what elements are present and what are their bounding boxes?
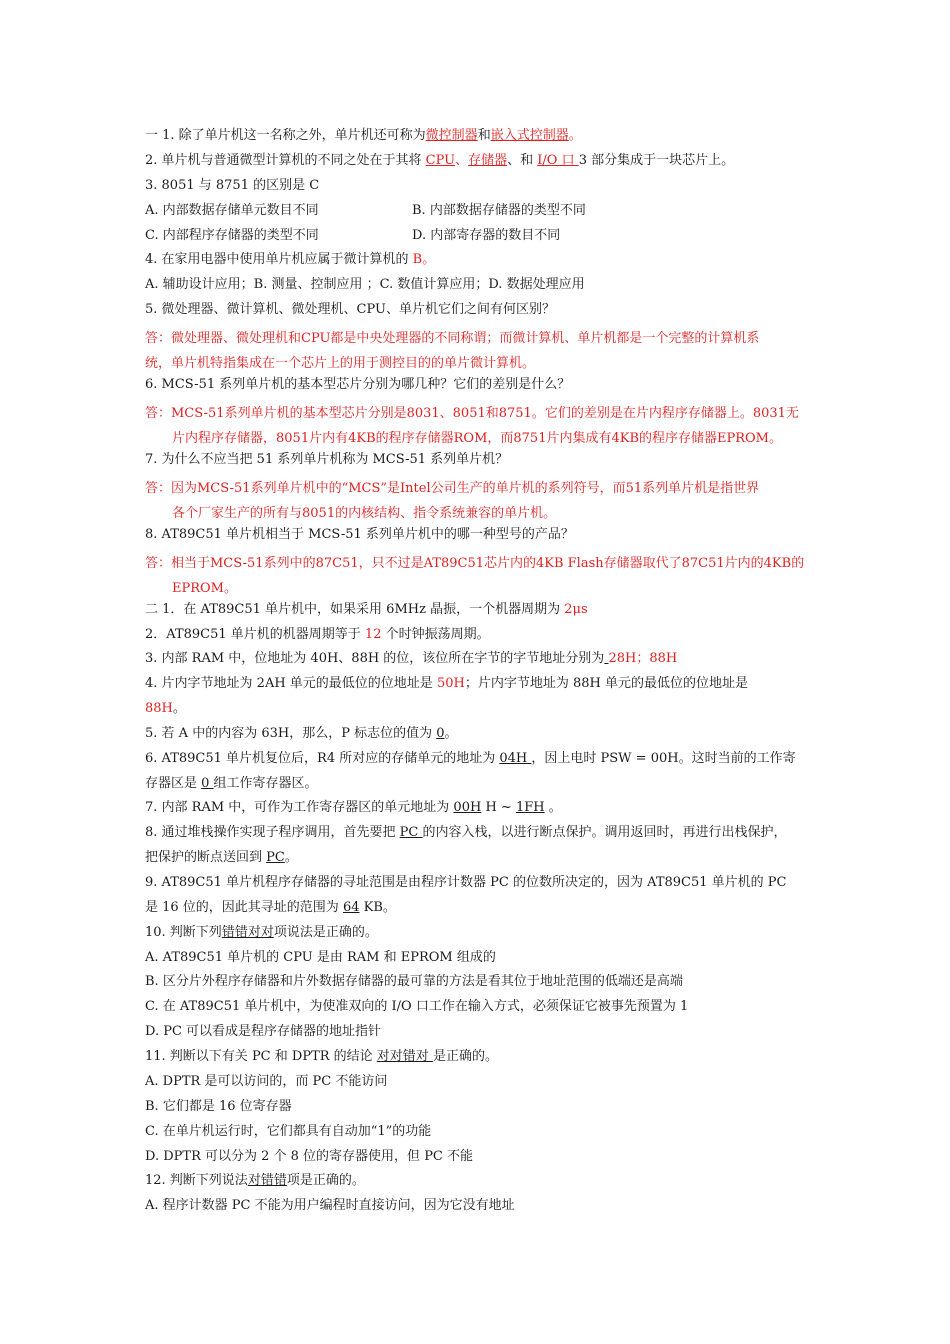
text-segment: 3. 内部 RAM 中，位地址为 40H、88H 的位，该位所在字节的字节地址分别为 [145,651,605,666]
text-segment: A. 辅助设计应用；B. 测量、控制应用 ；C. 数值计算应用；D. 数据处理应用 [145,277,585,292]
answer-text: 各个厂家生产的所有与8051的内核结构、指令系统兼容的单片机。 [172,506,557,521]
text-line [145,602,588,618]
answer-text: 28H；88H [608,651,678,666]
answer-text: 答：MCS-51系列单片机的基本型芯片分别是8031、8051和8751。它们的差别是在片内程序存储器上。8031无 [145,406,799,421]
text-line [145,277,585,293]
text-line [145,776,318,792]
text-line [145,1074,387,1090]
text-segment: KB。 [359,900,396,915]
text-segment: C. 在单片机运行时，它们都具有自动加“1”的功能 [145,1124,432,1139]
text-line [145,1173,365,1189]
text-segment: A. AT89C51 单片机的 CPU 是由 RAM 和 EPROM 组成的 [145,950,496,965]
text-segment: 12. 判断下列说法 [145,1173,248,1188]
answer-text: 答：因为MCS-51系列单片机中的“MCS”是Intel公司生产的单片机的系列符号，而51系列单片机是指世界 [145,481,760,496]
answer-text: 12 [364,627,382,642]
text-line [145,800,562,816]
answer-text: B。 [412,252,436,267]
text-segment: B. 它们都是 16 位寄存器 [145,1099,292,1114]
text-line [145,701,186,717]
text-segment: 存器区是 [145,776,202,791]
text-segment: C. 内部程序存储器的类型不同 [145,228,319,243]
text-line [145,651,677,667]
underlined-text: 0 [201,776,214,791]
text-segment: 项是正确的。 [286,1173,365,1188]
text-segment: 个时钟振荡周期。 [381,627,490,642]
underlined-text: 错错对对 [221,925,274,940]
answer-text: 、 [455,153,469,168]
text-segment: 6. AT89C51 单片机复位后，R4 所对应的存储单元的地址为 [145,751,500,766]
text-segment: 。 [284,850,298,865]
text-line [145,726,458,742]
answer-text: 50H [436,676,465,691]
text-segment: 10. 判断下列 [145,925,222,940]
underlined-text: 1FH [515,800,545,815]
text-line [145,481,759,497]
text-line [145,1149,473,1165]
option-column-2 [412,203,586,219]
text-segment: B. 区分片外程序存储器和片外数据存储器的最可靠的方法是看其位于地址范围的低端还是高端 [145,974,683,989]
text-segment: 把保护的断点送回到 [145,850,267,865]
text-line [145,875,786,891]
text-line [172,506,556,522]
text-segment: 4. 片内字节地址为 2AH 单元的最低位的位地址是 [145,676,437,691]
text-segment: ，因上电时 PSW = 00H。这时当前的工作寄 [531,751,796,766]
text-line [145,452,508,468]
text-line [145,1049,498,1065]
text-segment: 6. MCS-51 系列单片机的基本型芯片分别为哪几种？它们的差别是什么？ [145,377,571,392]
text-line [145,128,582,144]
answer-text: 统，单片机特指集成在一个芯片上的用于测控目的的单片微计算机。 [145,356,536,371]
text-segment: 2．AT89C51 单片机的机器周期等于 [145,627,365,642]
text-line [145,850,298,866]
answer-text: 2μs [564,602,588,617]
text-line [145,627,490,643]
text-line [145,252,435,268]
text-line [172,431,782,447]
text-line [145,203,586,219]
text-line [145,900,396,916]
text-segment: 5. 微处理器、微计算机、微处理机、CPU、单片机它们之间有何区别？ [145,302,555,317]
text-segment: 是 16 位的，因此其寻址的范围为 [145,900,343,915]
underlined-text: 0 [436,726,445,741]
underlined-text: PC [266,850,285,865]
text-line [145,153,734,169]
text-segment: 5. 若 A 中的内容为 63H，那么，P 标志位的值为 [145,726,437,741]
text-segment: D. PC 可以看成是程序存储器的地址指针 [145,1024,382,1039]
answer-text: 88H [145,701,173,716]
text-line [145,228,561,244]
text-segment: 11. 判断以下有关 PC 和 DPTR 的结论 [145,1049,377,1064]
underlined-text: 64 [342,900,360,915]
answer-text: 。 [568,128,582,143]
answer-text: 存储器 [468,153,508,168]
underlined-text: 对对错对 [376,1049,433,1064]
text-segment: 8. 通过堆栈操作实现子程序调用，首先要把 [145,825,400,840]
underlined-text: 00H [453,800,482,815]
text-segment: 、和 [507,153,538,168]
text-segment: 7. 内部 RAM 中，可作为工作寄存器区的单元地址为 [145,800,454,815]
text-line [145,1198,515,1214]
text-line [145,556,804,572]
answer-text: 微控制器 [425,128,478,143]
text-segment: 3 部分集成于一块芯片上。 [578,153,735,168]
text-segment: 和 [477,128,491,143]
answer-text: 答：微处理器、微处理机和CPU都是中央处理器的不同称谓；而微计算机、单片机都是一个完整的计算机系 [145,331,760,346]
text-segment: 4. 在家用电器中使用单片机应属于微计算机的 [145,252,413,267]
text-segment: B. 内部数据存储器的类型不同 [412,203,586,218]
text-segment: 。 [444,726,458,741]
answer-text: 片内程序存储器，8051片内有4KB的程序存储器ROM，而8751片内集成有4KB的程序存储器EPROM。 [172,431,782,446]
text-segment: 二 1．在 AT89C51 单片机中，如果采用 6MHz 晶振，一个机器周期为 [145,602,565,617]
text-segment: D. DPTR 可以分为 2 个 8 位的寄存器使用，但 PC 不能 [145,1149,474,1164]
text-segment: H ~ [481,800,516,815]
text-segment: C. 在 AT89C51 单片机中，为使准双向的 I/O 口工作在输入方式，必须保证它被事先预置为 1 [145,999,689,1014]
text-line [145,1099,292,1115]
text-segment: 。 [544,800,562,815]
text-line [145,1124,431,1140]
answer-text: CPU [425,153,456,168]
text-line [145,751,796,767]
text-segment: 9. AT89C51 单片机程序存储器的寻址范围是由程序计数器 PC 的位数所决定的，因为 AT89C51 单片机的 PC [145,875,787,890]
text-line [172,581,237,597]
text-segment: 。 [172,701,186,716]
text-line [145,302,555,318]
answer-text: I/O 口 [537,153,579,168]
option-column-2 [412,228,560,244]
text-segment: 8. AT89C51 单片机相当于 MCS-51 系列单片机中的哪一种型号的产品？ [145,527,574,542]
text-segment: 一 1. 除了单片机这一名称之外，单片机还可称为 [145,128,426,143]
text-line [145,999,688,1015]
text-segment: A. DPTR 是可以访问的，而 PC 不能访问 [145,1074,388,1089]
text-line [145,825,787,841]
text-segment: 的内容入栈，以进行断点保护。调用返回时，再进行出栈保护， [422,825,787,840]
text-segment: ；片内字节地址为 88H 单元的最低位的位地址是 [464,676,748,691]
text-line [145,676,748,692]
underlined-text: 04H [499,751,532,766]
text-line [145,1024,381,1040]
answer-text: 嵌入式控制器 [490,128,569,143]
answer-text: EPROM。 [172,581,237,596]
text-line [145,178,319,194]
text-line [145,406,799,422]
text-line [145,974,683,990]
text-segment: 2. 单片机与普通微型计算机的不同之处在于其将 [145,153,426,168]
answer-text: 答：相当于MCS-51系列中的87C51，只不过是AT89C51芯片内的4KB Flash存储器取代了87C51片内的4KB的 [145,556,805,571]
text-segment: 项说法是正确的。 [273,925,378,940]
text-line [145,377,570,393]
underlined-text: 对错错 [247,1173,287,1188]
text-segment: 3. 8051 与 8751 的区别是 C [145,178,320,193]
text-line [145,925,378,941]
text-segment: A. 程序计数器 PC 不能为用户编程时直接访问，因为它没有地址 [145,1198,515,1213]
text-line [145,356,535,372]
text-segment: A. 内部数据存储单元数目不同 [145,203,319,218]
underlined-text: PC [399,825,423,840]
text-line [145,527,574,543]
text-segment: D. 内部寄存器的数目不同 [412,228,561,243]
text-segment: 7. 为什么不应当把 51 系列单片机称为 MCS-51 系列单片机？ [145,452,509,467]
text-segment: 组工作寄存器区。 [213,776,318,791]
text-line [145,331,759,347]
text-line [145,950,496,966]
text-segment: 是正确的。 [432,1049,498,1064]
